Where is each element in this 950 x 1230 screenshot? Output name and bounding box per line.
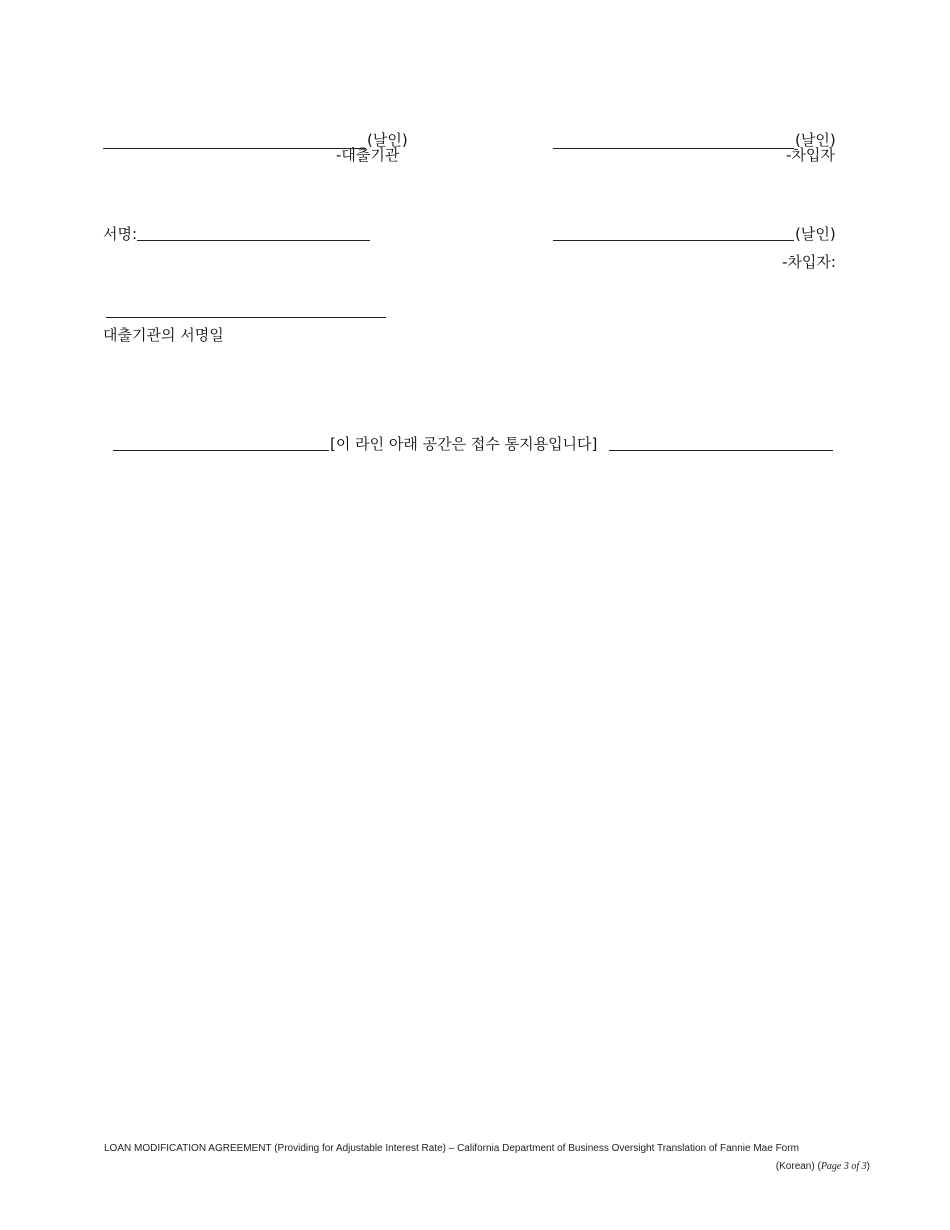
footer-page-open: ( [817, 1161, 821, 1172]
footer-page-number: Page 3 of 3 [820, 1161, 867, 1172]
recording-notice: [이 라인 아래 공간은 접수 통지용입니다] [330, 435, 598, 453]
lender-seal-label: (날인) [367, 131, 408, 149]
recording-rule-right [609, 450, 833, 451]
recording-rule-left [113, 450, 329, 451]
footer-form-title: LOAN MODIFICATION AGREEMENT (Providing for Adjustable Interest Rate) – California Department of Business Oversight Translation of Fannie Mae Form [104, 1143, 799, 1154]
lender-signature-date-line[interactable] [106, 317, 386, 318]
signed-by-line[interactable] [137, 240, 370, 241]
borrower-signature-line[interactable] [553, 148, 794, 149]
footer-language: (Korean) [775, 1161, 815, 1172]
lender-label: -대출기관 [336, 146, 400, 164]
borrower-2-seal-label: (날인) [795, 225, 836, 243]
borrower-label: -차입자 [786, 146, 835, 164]
borrower-2-signature-line[interactable] [553, 240, 794, 241]
lender-signature-date-label: 대출기관의 서명일 [103, 326, 224, 344]
borrower-seal-label: (날인) [795, 131, 836, 149]
borrower-2-label: -차입자: [782, 253, 836, 271]
signed-by-label: 서명: [103, 225, 138, 243]
footer-page-close: ) [866, 1161, 870, 1172]
lender-signature-line[interactable] [103, 148, 366, 149]
footer-page-info [776, 1161, 870, 1172]
